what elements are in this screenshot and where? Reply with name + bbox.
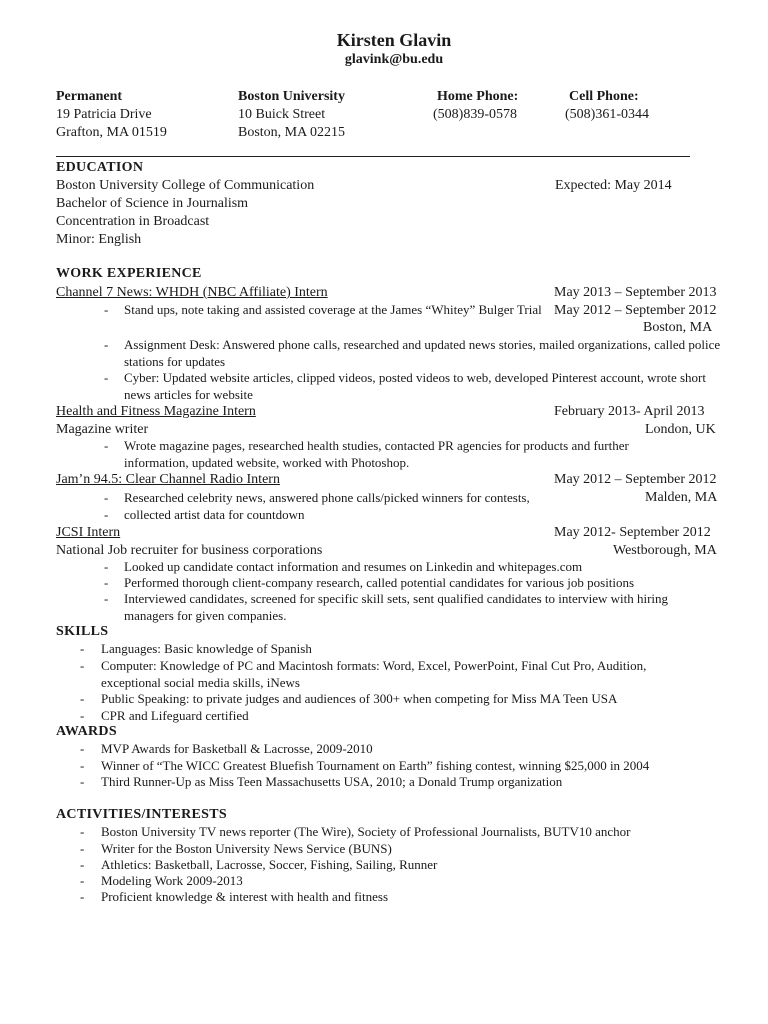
bullet-marker: -	[80, 841, 85, 856]
bullet-marker: -	[80, 873, 85, 888]
bullet-marker: -	[104, 438, 109, 453]
job-bullet: Wrote magazine pages, researched health studies, contacted PR agencies for products and further information, updated website, worked with Photoshop.	[124, 438, 629, 470]
job-subtitle: National Job recruiter for business corporations	[56, 543, 323, 558]
job-bullet: Cyber: Updated website articles, clipped videos, posted videos to web, developed Pinterest account, wrote short news articles for website	[124, 370, 706, 402]
home-phone-label: Home Phone:	[437, 89, 519, 104]
applicant-name: Kirsten Glavin	[336, 30, 452, 50]
job-subtitle: Magazine writer	[56, 422, 149, 437]
email-address: glavink@bu.edu	[344, 52, 444, 67]
job-title: JCSI Intern	[56, 525, 121, 540]
bullet-marker: -	[80, 758, 85, 773]
job-location: Boston, MA	[643, 320, 713, 335]
skills-heading: SKILLS	[56, 624, 109, 639]
cell-phone-label: Cell Phone:	[569, 89, 639, 104]
job-bullet: Performed thorough client-company research, called potential candidates for various job positions	[124, 575, 635, 590]
bullet-marker: -	[104, 507, 109, 522]
education-expected-date: Expected: May 2014	[555, 178, 672, 193]
home-phone-value: (508)839-0578	[433, 107, 517, 122]
bullet-marker: -	[80, 691, 85, 706]
school-city: Boston, MA 02215	[238, 125, 345, 140]
job-dates: May 2012- September 2012	[554, 525, 711, 540]
job-location: Westborough, MA	[613, 543, 717, 558]
job-bullet: Stand ups, note taking and assisted coverage at the James “Whitey” Bulger Trial	[124, 302, 542, 317]
education-degree: Bachelor of Science in Journalism	[56, 196, 249, 211]
cell-phone-value: (508)361-0344	[565, 107, 649, 122]
job-title: Channel 7 News: WHDH (NBC Affiliate) Intern	[56, 285, 328, 300]
skill-item: Computer: Knowledge of PC and Macintosh formats: Word, Excel, PowerPoint, Final Cut Pro, Audition, exceptional social media skills, iNews	[101, 658, 647, 690]
skill-item: CPR and Lifeguard certified	[101, 708, 249, 723]
education-school: Boston University College of Communication	[56, 178, 315, 193]
job-title: Jam’n 94.5: Clear Channel Radio Intern	[56, 472, 280, 487]
award-item: Winner of “The WICC Greatest Bluefish Tournament on Earth” fishing contest, winning $25,000 in 2004	[101, 758, 650, 773]
job-location: Malden, MA	[645, 490, 718, 505]
activity-item: Writer for the Boston University News Service (BUNS)	[101, 841, 392, 856]
bullet-marker: -	[80, 889, 85, 904]
skill-item: Languages: Basic knowledge of Spanish	[101, 641, 312, 656]
school-street: 10 Buick Street	[238, 107, 326, 122]
job-bullet: Looked up candidate contact information and resumes on Linkedin and whitepages.com	[124, 559, 583, 574]
header-divider	[56, 156, 690, 157]
activity-item: Athletics: Basketball, Lacrosse, Soccer, Fishing, Sailing, Runner	[101, 857, 438, 872]
bullet-marker: -	[104, 559, 109, 574]
job-bullet: Researched celebrity news, answered phone calls/picked winners for contests,	[124, 490, 530, 505]
permanent-label: Permanent	[56, 89, 123, 104]
bullet-marker: -	[80, 708, 85, 723]
education-heading: EDUCATION	[56, 160, 144, 175]
job-bullet: Assignment Desk: Answered phone calls, researched and updated news stories, mailed organizations, called police stations for updates	[124, 337, 721, 369]
permanent-street: 19 Patricia Drive	[56, 107, 152, 122]
school-address-label: Boston University	[238, 89, 345, 104]
education-minor: Minor: English	[56, 232, 142, 247]
job-bullet: Interviewed candidates, screened for specific skill sets, sent qualified candidates to interview with hiring managers for given companies.	[124, 591, 669, 623]
bullet-marker: -	[80, 857, 85, 872]
job-dates: May 2012 – September 2012	[554, 472, 717, 487]
job-bullet: collected artist data for countdown	[124, 507, 305, 522]
job-dates: February 2013- April 2013	[554, 404, 705, 419]
skill-item: Public Speaking: to private judges and audiences of 300+ when competing for Miss MA Teen USA	[101, 691, 618, 706]
bullet-marker: -	[80, 824, 85, 839]
activities-heading: ACTIVITIES/INTERESTS	[56, 807, 227, 822]
bullet-marker: -	[104, 490, 109, 505]
bullet-marker: -	[80, 641, 85, 656]
awards-heading: AWARDS	[56, 724, 117, 739]
job-dates-secondary: May 2012 – September 2012	[554, 303, 717, 318]
bullet-marker: -	[104, 302, 109, 317]
activity-item: Proficient knowledge & interest with health and fitness	[101, 889, 389, 904]
award-item: MVP Awards for Basketball & Lacrosse, 2009-2010	[101, 741, 373, 756]
education-concentration: Concentration in Broadcast	[56, 214, 210, 229]
job-location: London, UK	[645, 422, 716, 437]
bullet-marker: -	[104, 370, 109, 385]
bullet-marker: -	[104, 575, 109, 590]
bullet-marker: -	[80, 774, 85, 789]
permanent-city: Grafton, MA 01519	[56, 125, 167, 140]
bullet-marker: -	[80, 741, 85, 756]
activity-item: Boston University TV news reporter (The Wire), Society of Professional Journalists, BUTV10 anchor	[101, 824, 631, 839]
job-dates: May 2013 – September 2013	[554, 285, 717, 300]
activity-item: Modeling Work 2009-2013	[101, 873, 243, 888]
bullet-marker: -	[104, 591, 109, 606]
work-heading: WORK EXPERIENCE	[56, 266, 202, 281]
award-item: Third Runner-Up as Miss Teen Massachusetts USA, 2010; a Donald Trump organization	[101, 774, 563, 789]
job-title: Health and Fitness Magazine Intern	[56, 404, 256, 419]
bullet-marker: -	[104, 337, 109, 352]
bullet-marker: -	[80, 658, 85, 673]
